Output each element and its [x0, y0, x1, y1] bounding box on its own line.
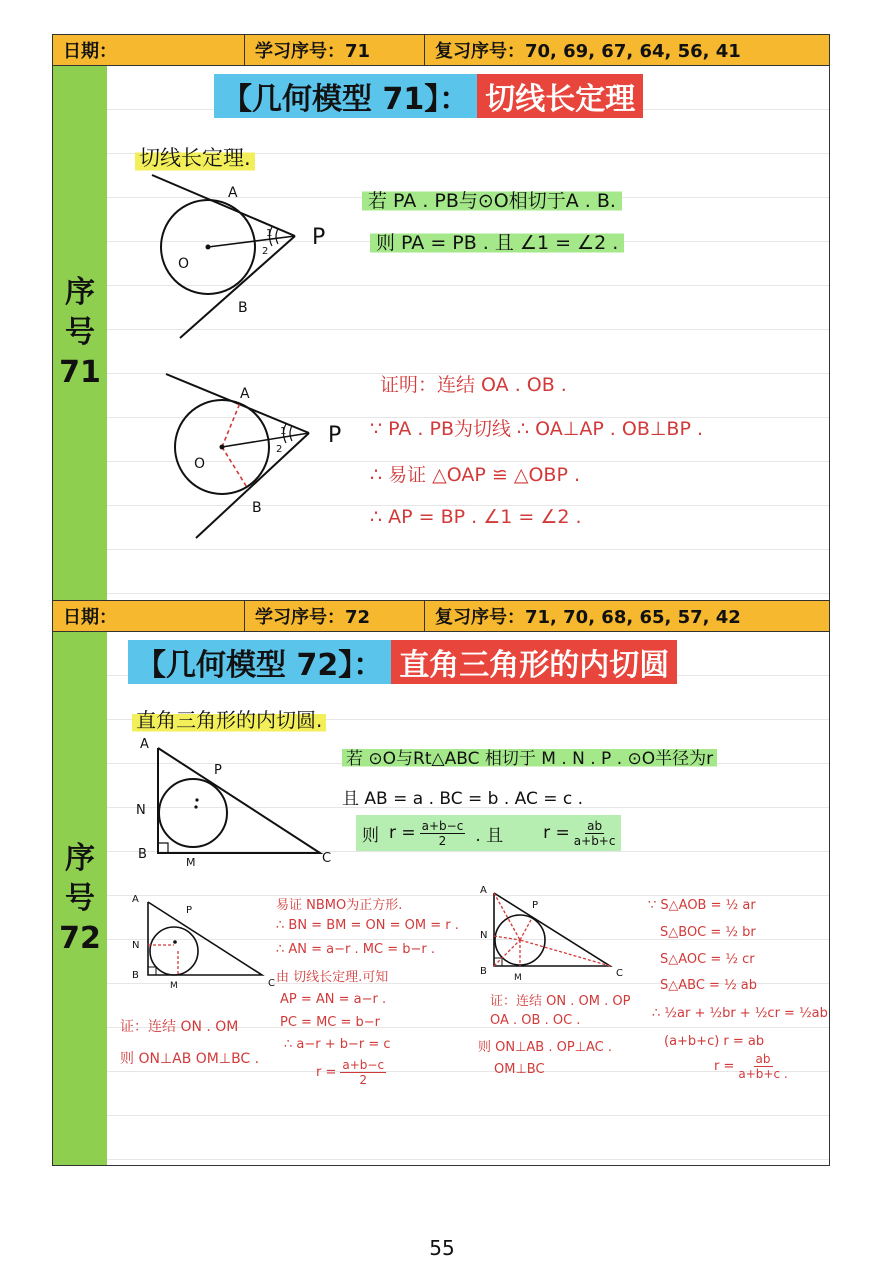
proof-line: 则 ON⊥AB OM⊥BC .	[120, 1051, 260, 1067]
fraction-denominator: a+b+c	[573, 833, 616, 848]
review-numbers: 复习序号：71, 70, 68, 65, 57, 42	[435, 607, 741, 628]
proof-line: 证：连结 ON . OM	[120, 1019, 239, 1035]
proof-mid-result	[316, 1058, 386, 1087]
area-result	[714, 1052, 788, 1081]
label-m: M	[186, 856, 196, 869]
label-a: A	[240, 386, 250, 402]
label-o: O	[194, 456, 206, 472]
label-p: P	[214, 763, 222, 778]
label-m: M	[170, 981, 178, 991]
label-angle-1: 1	[280, 426, 287, 437]
area-line: S△BOC = ½ br	[660, 925, 756, 940]
right-triangle	[158, 748, 320, 853]
fraction-numerator: ab	[587, 818, 603, 833]
label-angle-2: 2	[276, 444, 283, 455]
area-line: (a+b+c) r = ab	[664, 1034, 765, 1049]
area-line: S△AOC = ½ cr	[660, 952, 755, 967]
label-n: N	[136, 803, 146, 818]
label-n: N	[480, 930, 488, 941]
statement-line: 若 ⊙O与Rt△ABC 相切于 M . N . P . ⊙O半径为r	[342, 744, 717, 769]
proof-line: PC = MC = b−r	[280, 1015, 381, 1030]
fraction-inradius-area	[738, 1052, 787, 1081]
proof-line: OA . OB . OC .	[490, 1013, 581, 1028]
label-c: C	[322, 851, 332, 866]
study-number: 学习序号：71	[245, 35, 425, 65]
fraction-denominator: a+b+c .	[738, 1067, 788, 1081]
label-b: B	[138, 847, 147, 862]
proof-line: ∴ AP = BP . ∠1 = ∠2 .	[370, 506, 582, 528]
fraction-inradius-area	[574, 819, 616, 848]
side-char: 序	[65, 275, 95, 310]
small-triangle-left	[148, 902, 262, 975]
label-b: B	[480, 966, 487, 977]
label-o: O	[178, 256, 190, 272]
side-char: 号	[65, 315, 95, 350]
side-char: 序	[65, 840, 95, 876]
label-p: P	[328, 423, 342, 448]
fraction-denominator: 2	[438, 833, 447, 848]
proof-line: ∴ BN = BM = ON = OM = r .	[276, 918, 459, 933]
r-label: r =	[316, 1065, 337, 1080]
fraction-numerator: a+b−c	[421, 818, 464, 833]
area-line: ∵ S△AOB = ½ ar	[648, 898, 756, 913]
fraction-inradius	[420, 819, 466, 848]
fraction-denominator: 2	[359, 1073, 368, 1087]
model-title: 【几何模型 71】：	[214, 74, 477, 118]
label-c: C	[616, 968, 623, 979]
label-a: A	[480, 885, 487, 896]
model-name: 直角三角形的内切圆	[391, 640, 677, 684]
proof-line: 证：连结 ON . OM . OP	[490, 994, 631, 1009]
label-angle-1: 1	[266, 228, 273, 239]
statement-line: 且 AB = a . BC = b . AC = c .	[342, 789, 584, 809]
note-title: 切线长定理.	[135, 142, 255, 172]
incircle	[159, 779, 227, 847]
study-number: 学习序号：72	[245, 601, 425, 631]
label-c: C	[268, 978, 275, 989]
result-r-label-2: r =	[543, 823, 570, 843]
label-p: P	[186, 905, 193, 916]
result-line	[356, 815, 621, 851]
proof-line: ∵ PA . PB为切线 ∴ OA⊥AP . OB⊥BP .	[370, 418, 704, 440]
label-a: A	[140, 737, 149, 752]
label-angle-2: 2	[262, 246, 269, 257]
proof-line: 证明：连结 OA . OB .	[380, 374, 567, 396]
proof-line: 则 ON⊥AB . OP⊥AC .	[478, 1040, 613, 1055]
side-char: 号	[65, 880, 95, 916]
proof-line: 由 切线长定理.可知	[276, 970, 389, 985]
proof-line: AP = AN = a−r .	[280, 992, 387, 1007]
label-a: A	[228, 185, 238, 201]
label-b: B	[238, 300, 248, 316]
label-m: M	[514, 973, 522, 983]
proof-line: OM⊥BC	[494, 1062, 545, 1077]
label-a: A	[132, 894, 139, 905]
result-r-label: r =	[389, 823, 416, 843]
area-line: S△ABC = ½ ab	[660, 978, 758, 993]
small-incircle-left	[150, 927, 198, 975]
review-numbers: 复习序号：70, 69, 67, 64, 56, 41	[435, 41, 741, 62]
model-name: 切线长定理	[477, 74, 643, 118]
proof-line: ∴ 易证 △OAP ≌ △OBP .	[370, 464, 580, 486]
date-label: 日期：	[53, 601, 245, 631]
statement-line: 若 PA . PB与⊙O相切于A . B.	[362, 186, 622, 213]
fraction-numerator: ab	[755, 1052, 771, 1066]
label-b: B	[132, 970, 139, 981]
model-title: 【几何模型 72】：	[128, 640, 391, 684]
result-prefix: 则	[362, 825, 379, 846]
side-number: 72	[59, 920, 101, 956]
label-p: P	[532, 900, 539, 911]
proof-line: 易证 NBMO为正方形.	[276, 898, 403, 913]
result-and: . 且	[475, 825, 504, 846]
fraction-numerator: a+b−c	[342, 1058, 385, 1072]
proof-line: ∴ a−r + b−r = c	[284, 1037, 391, 1052]
label-b: B	[252, 500, 262, 516]
label-n: N	[132, 940, 140, 951]
statement-line: 则 PA = PB . 且 ∠1 = ∠2 .	[370, 228, 624, 255]
note-title: 直角三角形的内切圆.	[132, 704, 326, 733]
small-triangle-right	[494, 893, 610, 966]
side-number: 71	[59, 355, 101, 390]
label-p: P	[312, 225, 326, 250]
r-label: r =	[714, 1059, 735, 1074]
proof-line: ∴ AN = a−r . MC = b−r .	[276, 942, 435, 957]
fraction-inradius	[340, 1058, 386, 1087]
date-label: 日期：	[53, 35, 245, 65]
page-number: 55	[429, 1236, 455, 1260]
area-line: ∴ ½ar + ½br + ½cr = ½ab	[652, 1006, 828, 1021]
